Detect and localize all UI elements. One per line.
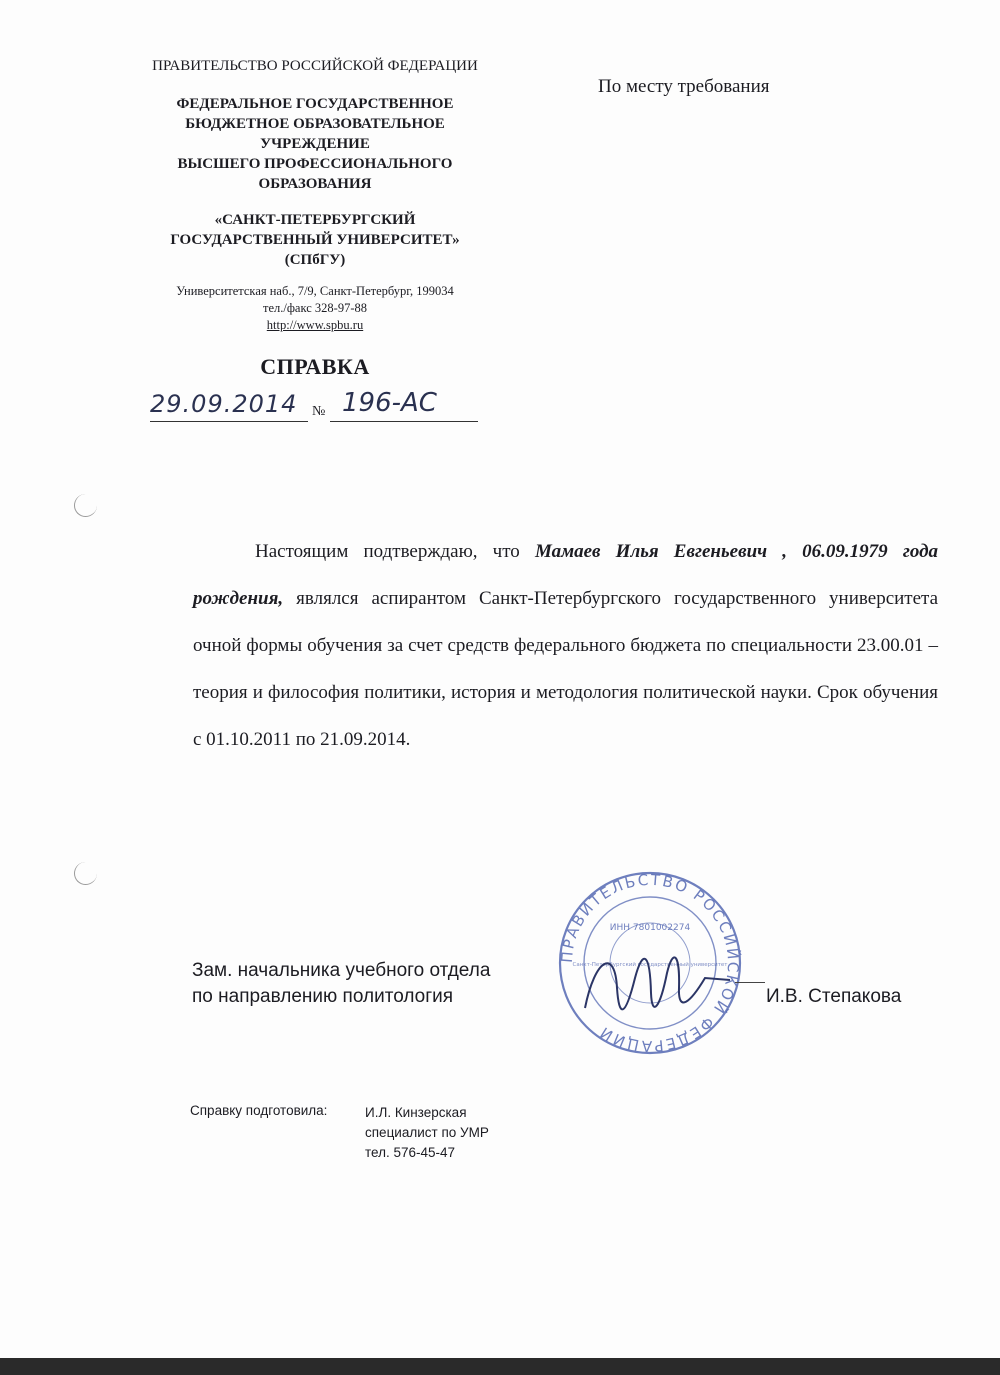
handwritten-date: 29.09.2014 [150, 390, 298, 418]
university-name: «САНКТ-ПЕТЕРБУРГСКИЙ ГОСУДАРСТВЕННЫЙ УНИВЕРСИТЕТ» (СПбГУ) [170, 212, 460, 268]
scan-edge [0, 1358, 1000, 1375]
seal-outer-text: ПРАВИТЕЛЬСТВО РОССИЙСКОЙ ФЕДЕРАЦИИ [557, 870, 743, 1056]
website-link[interactable]: http://www.spbu.ru [266, 318, 364, 332]
address: Университетская наб., 7/9, Санкт-Петербург, 199034 [176, 284, 454, 298]
number-underline [330, 421, 478, 422]
letterhead [150, 56, 480, 334]
signature-line [735, 982, 765, 983]
preparer-role: специалист по УМР [365, 1125, 489, 1140]
signer-position: Зам. начальника учебного отдела по направлению политология [192, 960, 491, 1007]
punch-hole-mark [74, 494, 97, 517]
document-title: СПРАВКА [260, 354, 370, 379]
certificate-body: Настоящим подтверждаю, что Мамаев Илья Евгеньевич , 06.09.1979 года рождения, являлся аспирантом Санкт-Петербургского государственного университета очной формы обучения за счет средств федерального бюджета по специальности 23.00.01 – теория и философия политики, история и методология политической науки. Срок обучения с 01.10.2011 по 21.09.2014. [193, 541, 939, 750]
person-name: Мамаев Илья Евгеньевич [534, 541, 768, 562]
prepared-by-label: Справку подготовила: [190, 1103, 328, 1118]
institution-type: ФЕДЕРАЛЬНОЕ ГОСУДАРСТВЕННОЕ БЮДЖЕТНОЕ ОБРАЗОВАТЕЛЬНОЕ УЧРЕЖДЕНИЕ ВЫСШЕГО ПРОФЕССИОНАЛЬНОГО ОБРАЗОВАНИЯ [176, 96, 454, 192]
number-sign: № [312, 404, 326, 419]
signer-name: И.В. Степакова [766, 986, 902, 1007]
official-seal [555, 868, 745, 1058]
handwritten-number: 196-АС [342, 388, 437, 418]
seal-inn: ИНН 7801002274 [609, 923, 691, 933]
preparer-phone: тел. 576-45-47 [365, 1145, 456, 1160]
birth-date: 06.09.1979 года рождения, [193, 541, 939, 609]
prepared-by-block [365, 1103, 489, 1163]
seal-inner-text: Санкт-Петербургский государственный университет [572, 962, 728, 968]
document-number-row [150, 390, 480, 426]
government-line: ПРАВИТЕЛЬСТВО РОССИЙСКОЙ ФЕДЕРАЦИИ [152, 58, 478, 74]
addressee: По месту требования [598, 76, 770, 97]
address-block [150, 283, 480, 334]
preparer-name: И.Л. Кинзерская [365, 1105, 467, 1120]
phone: тел./факс 328-97-88 [262, 301, 367, 315]
certificate-text: являлся аспирантом Санкт-Петербургского государственного университета очной формы обучения за счет средств федерального бюджета по специальности 23.00.01 – теория и философия политики, история и методология политической науки. Срок обучения с 01.10.2011 по 21.09.2014. [193, 588, 938, 750]
date-underline [150, 421, 308, 422]
punch-hole-mark [74, 862, 97, 885]
